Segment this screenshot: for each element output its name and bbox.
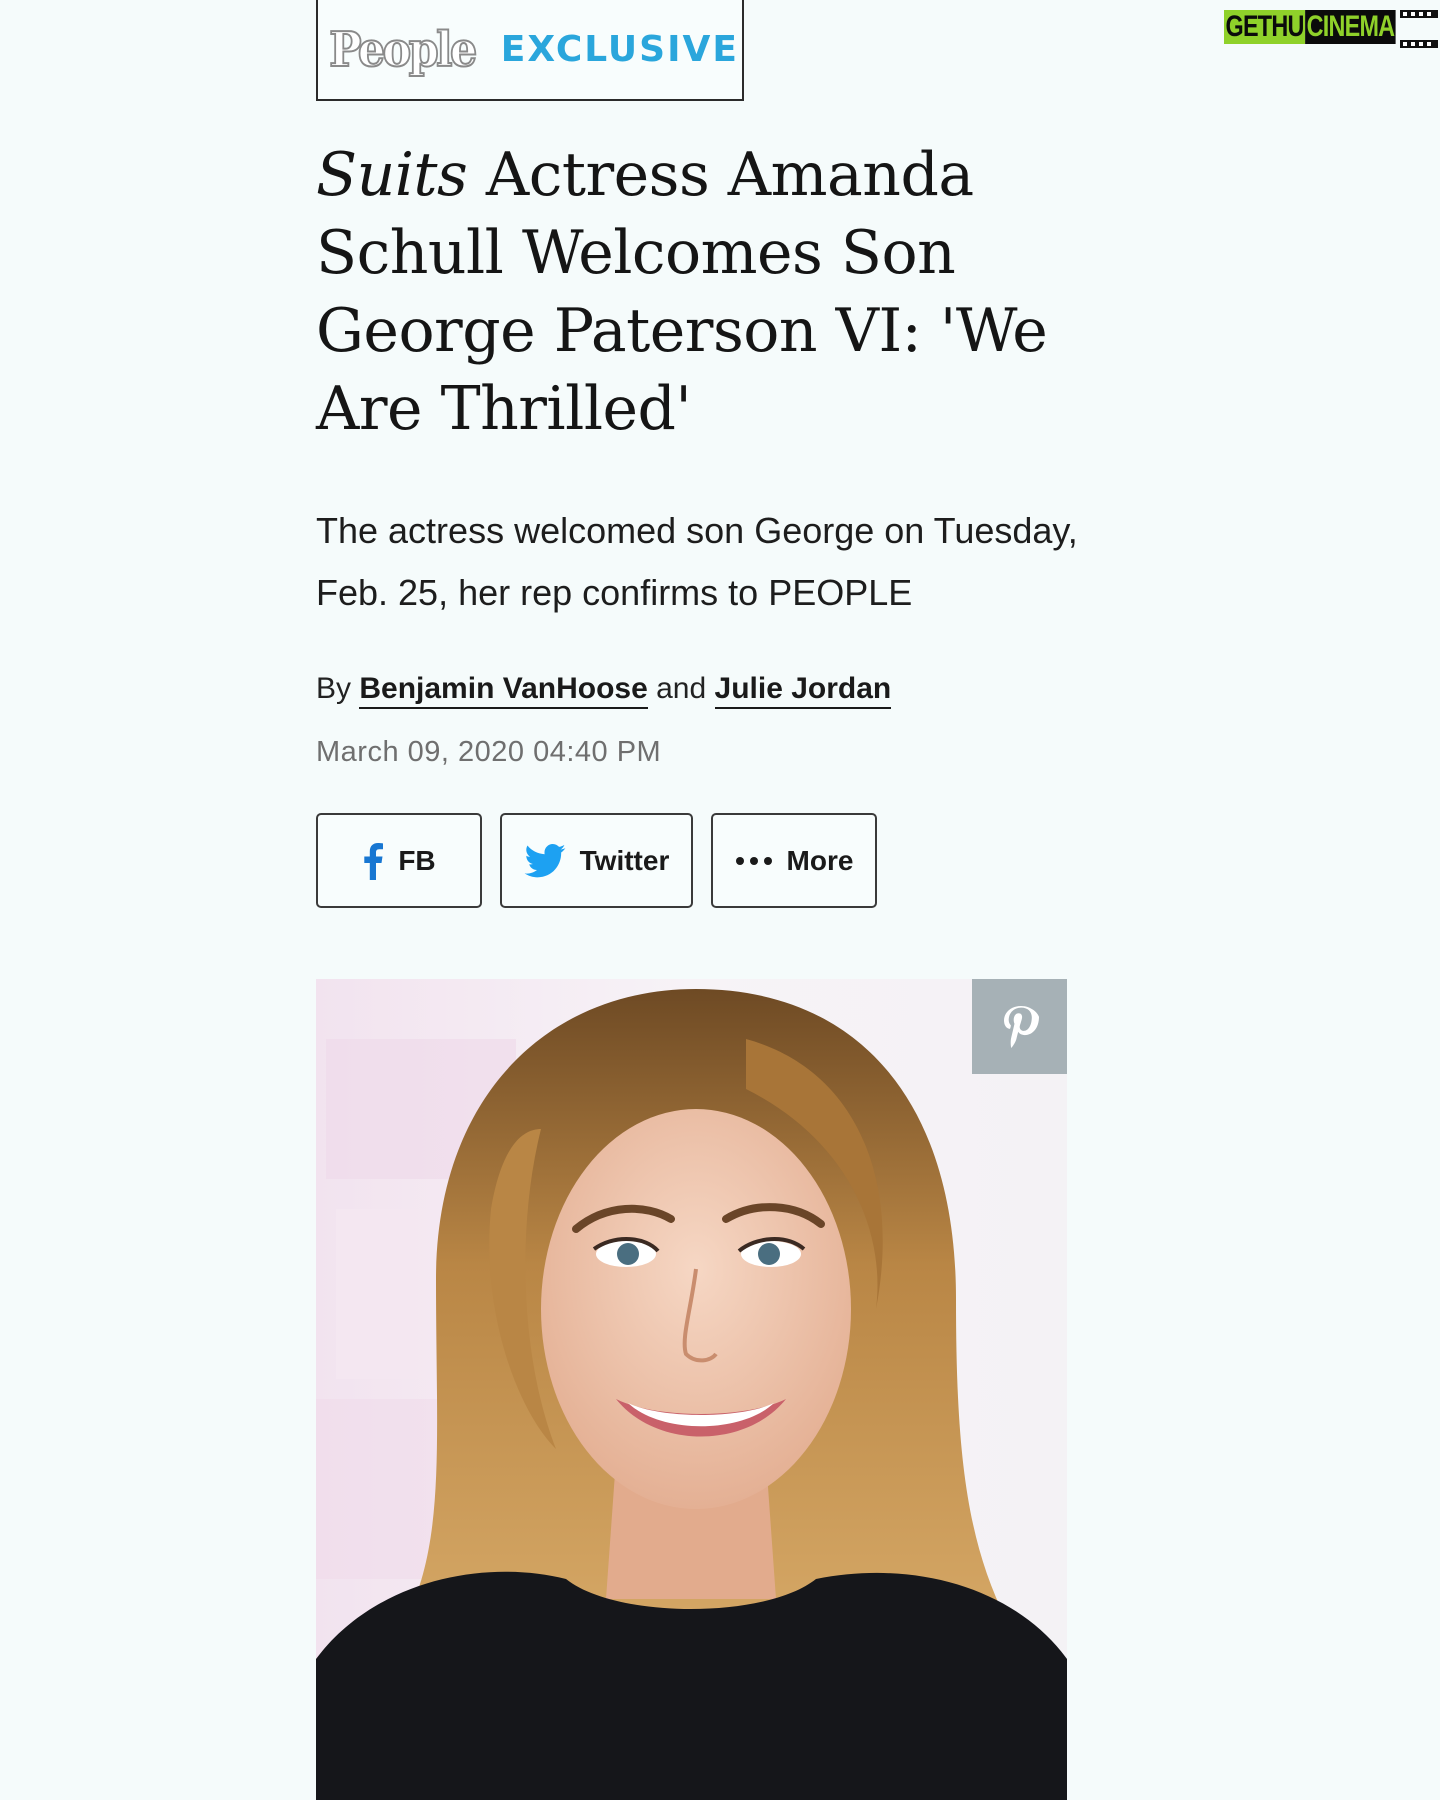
byline-prefix: By [316,672,360,705]
byline-and: and [647,672,715,705]
facebook-icon [362,842,384,880]
pinterest-icon [1001,1004,1039,1050]
share-twitter-label: Twitter [579,844,670,876]
people-logo: People [329,21,475,78]
people-exclusive-badge [316,0,744,101]
article-headline [316,136,1076,448]
share-facebook-button[interactable] [316,813,482,908]
gethu-cinema-watermark [1224,6,1396,48]
film-strip-icon [1400,4,1438,50]
publish-date: March 09, 2020 04:40 PM [316,736,662,768]
portrait-illustration [316,979,1067,1800]
ellipsis-icon [735,856,773,866]
share-more-label: More [786,844,854,876]
article-dek: The actress welcomed son George on Tuesday, Feb. 25, her rep confirms to PEOPLE [316,510,1078,613]
twitter-bird-icon [524,844,566,878]
headline-text: Actress Amanda Schull Welcomes Son George Paterson VI: 'We Are Thrilled' [316,140,1048,444]
share-facebook-label: FB [398,844,436,876]
watermark-text-a: GETHU [1225,10,1304,43]
author-link-julie-jordan[interactable]: Julie Jordan [715,672,892,709]
pinterest-save-button[interactable] [972,979,1067,1074]
headline-show-title: Suits [316,140,468,210]
share-twitter-button[interactable] [500,813,693,908]
exclusive-label: EXCLUSIVE [500,29,739,70]
share-more-button[interactable] [711,813,877,908]
article-hero-photo [316,979,1067,1800]
author-link-benjamin-vanhoose[interactable]: Benjamin VanHoose [359,672,647,709]
byline [316,672,891,706]
watermark-text-b: CINEMA [1306,10,1395,43]
